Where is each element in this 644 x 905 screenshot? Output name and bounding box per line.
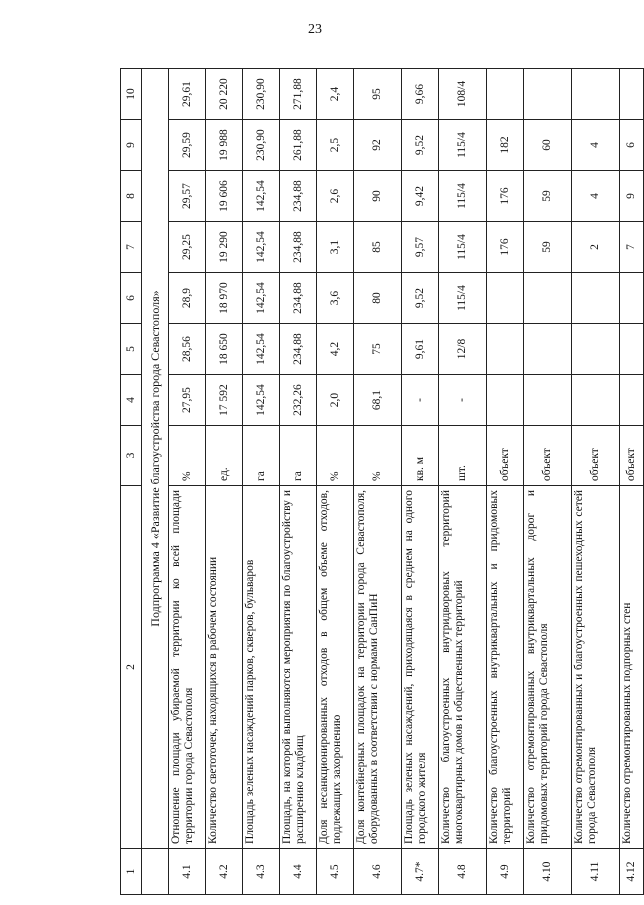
row-value: [620, 273, 644, 324]
row-number: 4.3: [243, 849, 280, 895]
table-row: [620, 69, 644, 895]
row-unit: %: [169, 426, 206, 486]
row-value: 29,25: [169, 222, 206, 273]
row-unit: объект: [572, 426, 620, 486]
row-value: [487, 273, 524, 324]
row-value: 115/4: [439, 171, 487, 222]
row-value: 142,54: [243, 171, 280, 222]
table-row: [572, 69, 620, 895]
row-value: 9,42: [402, 171, 439, 222]
row-value: 142,54: [243, 222, 280, 273]
row-value: [524, 375, 572, 426]
row-value: 3,6: [317, 273, 354, 324]
row-value: 80: [354, 273, 402, 324]
row-value: 271,88: [280, 69, 317, 120]
row-value: 115/4: [439, 222, 487, 273]
row-value: 92: [354, 120, 402, 171]
row-number: 4.7*: [402, 849, 439, 895]
table-row: [243, 69, 280, 895]
row-value: 2,6: [317, 171, 354, 222]
row-unit: кв. м: [402, 426, 439, 486]
row-value: 176: [487, 171, 524, 222]
table-row: [280, 69, 317, 895]
row-description: Количество благоустроенных внутриквартальных и придомовых территорий: [487, 486, 524, 849]
row-value: 6: [620, 120, 644, 171]
row-description: Отношение площади убираемой территории ко всей площади территории города Севастополя: [169, 486, 206, 849]
header-cell: 2: [121, 486, 142, 849]
row-value: 2,5: [317, 120, 354, 171]
table-row: [439, 69, 487, 895]
row-value: 18 650: [206, 324, 243, 375]
row-value: [572, 69, 620, 120]
empty-cell: [142, 849, 169, 895]
row-value: [487, 375, 524, 426]
row-value: [620, 375, 644, 426]
row-value: 19 606: [206, 171, 243, 222]
row-value: 234,88: [280, 171, 317, 222]
row-unit: объект: [487, 426, 524, 486]
header-cell: 9: [121, 120, 142, 171]
row-value: 4,2: [317, 324, 354, 375]
row-value: [487, 69, 524, 120]
header-cell: 5: [121, 324, 142, 375]
row-unit: %: [317, 426, 354, 486]
row-description: Количество отремонтированных и благоустроенных пешеходных сетей города Севастополя: [572, 486, 620, 849]
table-row: [206, 69, 243, 895]
row-number: 4.8: [439, 849, 487, 895]
header-cell: 7: [121, 222, 142, 273]
row-number: 4.1: [169, 849, 206, 895]
row-value: [524, 69, 572, 120]
subprogram-title: Подпрограмма 4 «Развитие благоустройства города Севастополя»: [142, 69, 169, 849]
row-value: 4: [572, 120, 620, 171]
header-row: [121, 69, 142, 895]
row-value: 19 988: [206, 120, 243, 171]
row-number: 4.10: [524, 849, 572, 895]
row-value: 232,26: [280, 375, 317, 426]
row-description: Доля несанкционированных отходов в общем объеме отходов, подлежащих захоронению: [317, 486, 354, 849]
row-value: 90: [354, 171, 402, 222]
row-value: 60: [524, 120, 572, 171]
row-value: 29,57: [169, 171, 206, 222]
table-row: [354, 69, 402, 895]
row-number: 4.12: [620, 849, 644, 895]
row-value: 115/4: [439, 273, 487, 324]
row-description: Площадь, на которой выполняются мероприятия по благоустройству и расширению кладбищ: [280, 486, 317, 849]
row-number: 4.2: [206, 849, 243, 895]
row-value: 261,88: [280, 120, 317, 171]
rotated-table-container: [120, 69, 637, 895]
row-value: 234,88: [280, 273, 317, 324]
row-value: 18 970: [206, 273, 243, 324]
subprogram-row: [142, 69, 169, 895]
row-value: -: [439, 375, 487, 426]
row-description: Количество отремонтированных подпорных стен: [620, 486, 644, 849]
header-cell: 3: [121, 426, 142, 486]
row-unit: %: [354, 426, 402, 486]
row-value: 230,90: [243, 120, 280, 171]
row-value: 17 592: [206, 375, 243, 426]
row-value: 234,88: [280, 222, 317, 273]
row-value: 3,1: [317, 222, 354, 273]
row-value: 115/4: [439, 120, 487, 171]
header-cell: 8: [121, 171, 142, 222]
indicators-table: [120, 68, 644, 895]
table-row: [169, 69, 206, 895]
row-unit: ед.: [206, 426, 243, 486]
row-number: 4.5: [317, 849, 354, 895]
table-row: [524, 69, 572, 895]
row-value: 182: [487, 120, 524, 171]
header-cell: 10: [121, 69, 142, 120]
row-description: Площадь зеленых насаждений, приходящаяся в среднем на одного городского жителя: [402, 486, 439, 849]
row-unit: га: [243, 426, 280, 486]
table-row: [487, 69, 524, 895]
row-description: Количество благоустроенных внутридворовых территорий многоквартирных домов и общественных территорий: [439, 486, 487, 849]
row-value: [572, 324, 620, 375]
row-value: 2,4: [317, 69, 354, 120]
row-value: 29,59: [169, 120, 206, 171]
row-value: 12/8: [439, 324, 487, 375]
row-unit: объект: [620, 426, 644, 486]
row-value: 20 220: [206, 69, 243, 120]
row-value: [487, 324, 524, 375]
row-value: 19 290: [206, 222, 243, 273]
row-value: 142,54: [243, 273, 280, 324]
row-value: -: [402, 375, 439, 426]
row-number: 4.9: [487, 849, 524, 895]
row-description: Площадь зеленых насаждений парков, скверов, бульваров: [243, 486, 280, 849]
row-value: 68,1: [354, 375, 402, 426]
row-value: 9: [620, 171, 644, 222]
row-value: 234,88: [280, 324, 317, 375]
row-value: 9,66: [402, 69, 439, 120]
row-value: 2: [572, 222, 620, 273]
row-number: 4.4: [280, 849, 317, 895]
row-value: [620, 69, 644, 120]
row-value: 2,0: [317, 375, 354, 426]
row-value: [572, 375, 620, 426]
row-unit: объект: [524, 426, 572, 486]
row-description: Доля контейнерных площадок на территории города Севастополя, оборудованных в соответствии с нормами СанПиН: [354, 486, 402, 849]
row-value: 176: [487, 222, 524, 273]
row-description: Количество светоточек, находящихся в рабочем состоянии: [206, 486, 243, 849]
row-value: 29,61: [169, 69, 206, 120]
row-value: 28,56: [169, 324, 206, 375]
row-value: 95: [354, 69, 402, 120]
row-unit: шт.: [439, 426, 487, 486]
table-row: [402, 69, 439, 895]
header-cell: 1: [121, 849, 142, 895]
row-value: 142,54: [243, 375, 280, 426]
row-value: 27,95: [169, 375, 206, 426]
row-value: [572, 273, 620, 324]
row-value: 7: [620, 222, 644, 273]
row-number: 4.6: [354, 849, 402, 895]
row-description: Количество отремонтированных внутриквартальных дорог и придомовых территорий города Севастополя: [524, 486, 572, 849]
row-value: 108/4: [439, 69, 487, 120]
row-value: 9,52: [402, 120, 439, 171]
row-value: 9,52: [402, 273, 439, 324]
row-number: 4.11: [572, 849, 620, 895]
row-value: 9,57: [402, 222, 439, 273]
row-value: 59: [524, 222, 572, 273]
row-value: [524, 324, 572, 375]
row-value: [524, 273, 572, 324]
header-cell: 6: [121, 273, 142, 324]
row-value: 28,9: [169, 273, 206, 324]
row-unit: га: [280, 426, 317, 486]
row-value: 9,61: [402, 324, 439, 375]
table-row: [317, 69, 354, 895]
row-value: [620, 324, 644, 375]
page-number: 23: [308, 22, 322, 37]
row-value: 230,90: [243, 69, 280, 120]
row-value: 75: [354, 324, 402, 375]
row-value: 59: [524, 171, 572, 222]
row-value: 142,54: [243, 324, 280, 375]
row-value: 4: [572, 171, 620, 222]
header-cell: 4: [121, 375, 142, 426]
row-value: 85: [354, 222, 402, 273]
